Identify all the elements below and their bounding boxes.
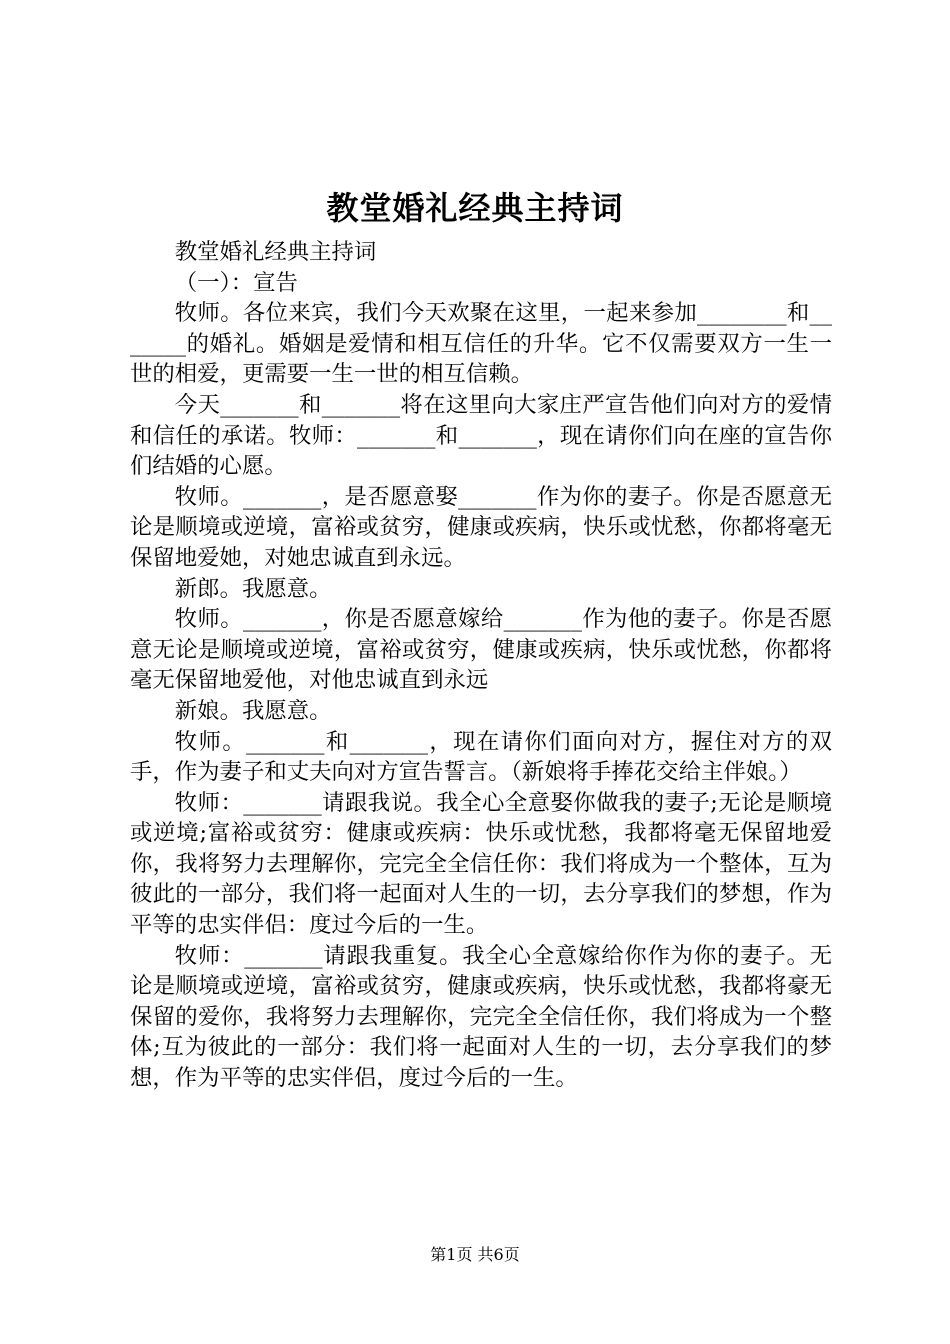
paragraph-subtitle: 教堂婚礼经典主持词: [174, 239, 377, 265]
paragraph-bride-answer: 新娘。我愿意。: [174, 697, 332, 724]
document-title: 教堂婚礼经典主持词: [326, 189, 624, 227]
paragraph-groom-answer: 新郎。我愿意。: [174, 575, 332, 602]
paragraph-bride-question: 牧师。_______，你是否愿意嫁给_______作为他的妻子。你是否愿意无论是顺境或逆境，富裕或贫穷，健康或疾病，快乐或忧愁，你都将毫无保留地爱他，对他忠诚直到永远: [130, 606, 832, 694]
paragraph-bride-vow: 牧师：_______请跟我重复。我全心全意嫁给你作为你的妻子。无论是顺境或逆境，富裕或贫穷，健康或疾病，快乐或忧愁，我都将豪无保留的爱你，我将努力去理解你，完完全全信任你，我们将成为一个整体;互为彼此的一部分：我们将一起面对人生的一切，去分享我们的梦想，作为平等的忠实伴侣，度过今后的一生。: [130, 942, 832, 1092]
paragraph-groom-vow: 牧师：_______请跟我说。我全心全意娶你做我的妻子;无论是顺境或逆境;富裕或贫穷：健康或疾病：快乐或忧愁，我都将毫无保留地爱你，我将努力去理解你，完完全全信任你：我们将成为一个整体，互为彼此的一部分，我们将一起面对人生的一切，去分享我们的梦想，作为平等的忠实伴侣：度过今后的一生。: [130, 789, 832, 939]
paragraph-section-heading: （一）：宣告: [174, 269, 298, 296]
paragraph-groom-question: 牧师。_______，是否愿意娶_______作为你的妻子。你是否愿意无论是顺境或逆境，富裕或贫穷，健康或疾病，快乐或忧愁，你都将毫无保留地爱她，对她忠诚直到永远。: [130, 483, 832, 571]
document-body: [130, 237, 832, 1094]
paragraph-vow-intro: 牧师。_______和_______，现在请你们面向对方，握住对方的双手，作为妻子和丈夫向对方宣告誓言。（新娘将手捧花交给主伴娘。）: [130, 728, 832, 786]
paragraph-opening: 牧师。各位来宾，我们今天欢聚在这里，一起来参加________和_______的婚礼。婚姻是爱情和相互信任的升华。它不仅需要双方一生一世的相爱，更需要一生一世的相互信赖。: [130, 300, 832, 388]
page-footer: 第1页 共6页: [430, 1245, 520, 1264]
paragraph-announcement: 今天_______和_______将在这里向大家庄严宣告他们向对方的爱情和信任的承诺。牧师：_______和_______，现在请你们向在座的宣告你们结婚的心愿。: [130, 391, 832, 480]
